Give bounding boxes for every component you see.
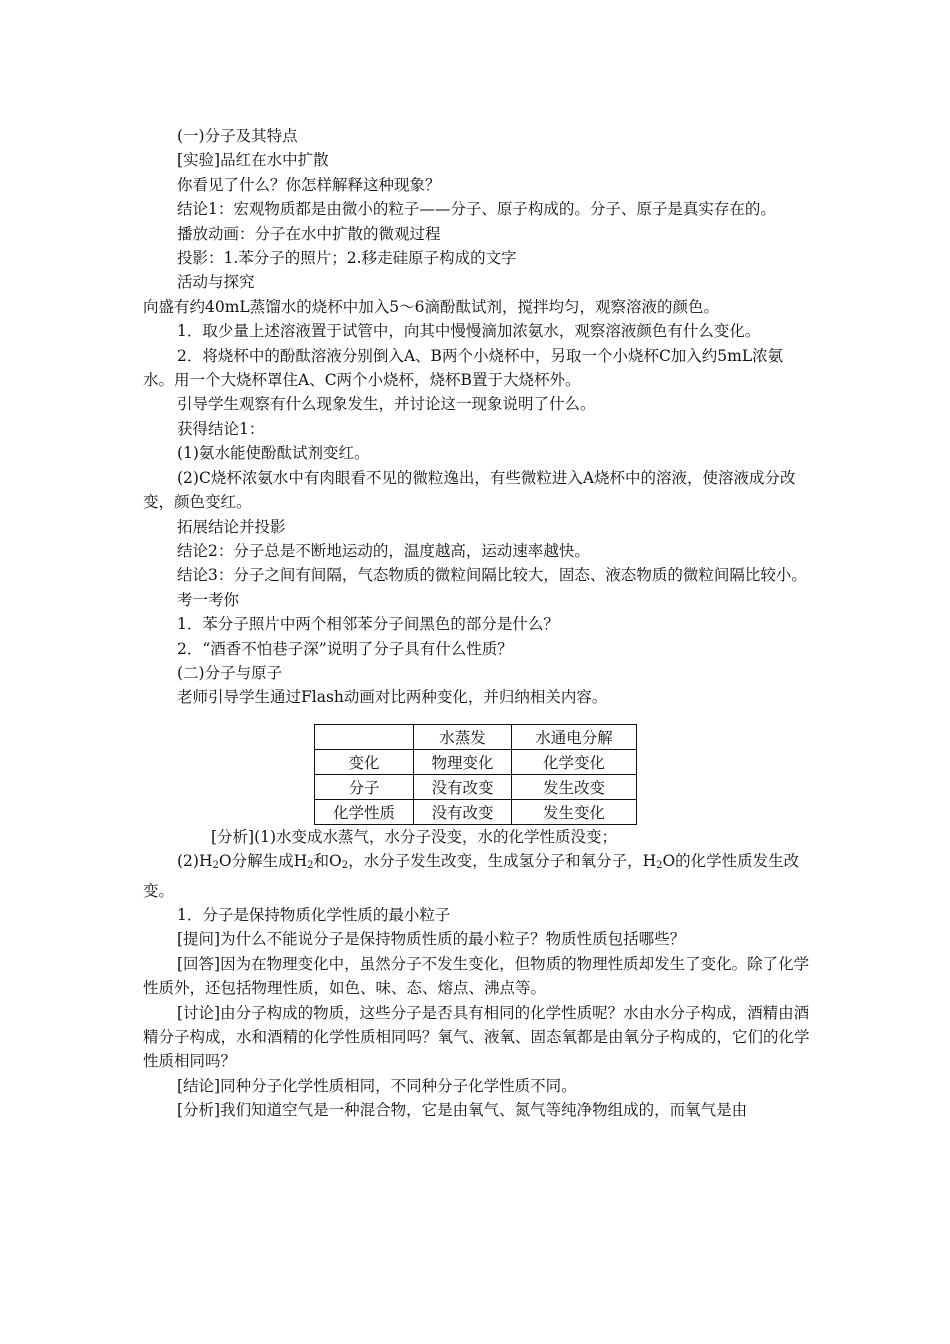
answer-paragraph: [回答]因为在物理变化中，虽然分子不发生变化，但物质的物理性质却发生了变化。除了化学性质外，还包括物理性质，如色、味、态、熔点、沸点等。 (143, 954, 810, 998)
quiz-question-2: 2．“酒香不怕巷子深”说明了分子具有什么性质？ (177, 639, 513, 658)
analysis-text: O的化学性质发生改变。 (143, 852, 800, 900)
guidance-paragraph: 引导学生观察有什么现象发生，并讨论这一现象说明了什么。 (177, 395, 596, 414)
comparison-table (314, 724, 637, 825)
table-row (315, 774, 637, 799)
table-cell: 没有改变 (414, 799, 512, 824)
analysis-paragraph-3: [分析]我们知道空气是一种混合物，它是由氧气、氮气等纯净物组成的，而氧气是由 (177, 1101, 748, 1120)
analysis-text: ，水分子发生改变，生成氢分子和氧分子，H (348, 852, 657, 871)
conclusion-2-paragraph: 结论2：分子总是不断地运动的，温度越高，运动速率越快。 (177, 541, 590, 560)
table-cell: 化学性质 (315, 799, 414, 824)
extend-conclusion-heading: 拓展结论并投影 (177, 517, 286, 536)
molecule-definition: 1．分子是保持物质化学性质的最小粒子 (177, 905, 451, 924)
table-header-row (315, 724, 637, 749)
subscript: 2 (212, 860, 219, 872)
table-cell: 发生变化 (512, 799, 637, 824)
subscript: 2 (656, 860, 663, 872)
table-cell: 发生改变 (512, 774, 637, 799)
question-paragraph-2: [提问]为什么不能说分子是保持物质性质的最小粒子？物质性质包括哪些？ (177, 930, 686, 949)
analysis-paragraph-2 (143, 849, 813, 903)
activity-heading: 活动与探究 (177, 273, 255, 292)
procedure-step-2: 2．将烧杯中的酚酞溶液分别倒入A、B两个小烧杯中，另取一个小烧杯C加入约5mL浓氨水。用一个大烧杯罩住A、C两个小烧杯，烧杯B置于大烧杯外。 (143, 346, 784, 390)
document-body (143, 124, 813, 1123)
analysis-text: (2)H (177, 852, 213, 871)
table-header-cell: 水蒸发 (414, 724, 512, 749)
table-cell: 物理变化 (414, 749, 512, 774)
procedure-paragraph: 向盛有约40mL蒸馏水的烧杯中加入5～6滴酚酞试剂，搅拌均匀，观察溶液的颜色。 (143, 297, 719, 316)
table-header-cell: 水通电分解 (512, 724, 637, 749)
table-row (315, 749, 637, 774)
quiz-heading: 考一考你 (177, 590, 240, 609)
subscript: 2 (341, 860, 349, 872)
table-row (315, 799, 637, 824)
discussion-paragraph: [讨论]由分子构成的物质，这些分子是否具有相同的化学性质呢？水由水分子构成，酒精由酒精分子构成，水和酒精的化学性质相同吗？氧气、液氧、固态氧都是由氧分子构成的，它们的化学性质相同吗？ (143, 1003, 810, 1071)
obtained-conclusion-2: (2)C烧杯浓氨水中有肉眼看不见的微粒逸出，有些微粒进入A烧杯中的溶液，使溶液成分改变，颜色变红。 (143, 468, 796, 512)
obtained-conclusion-heading: 获得结论1： (177, 419, 265, 438)
projection-note: 投影：1.苯分子的照片；2.移走硅原子构成的文字 (177, 249, 517, 268)
table-cell: 化学变化 (512, 749, 637, 774)
experiment-title: [实验]品红在水中扩散 (177, 151, 329, 170)
table-cell: 分子 (315, 774, 414, 799)
subscript: 2 (307, 860, 314, 872)
section-heading-molecules: (一)分子及其特点 (177, 127, 298, 145)
table-header-cell (315, 724, 414, 749)
analysis-text: O分解生成H (218, 852, 308, 871)
question-paragraph: 你看见了什么？你怎样解释这种现象？ (177, 175, 441, 194)
obtained-conclusion-1: (1)氨水能使酚酞试剂变红。 (177, 444, 370, 463)
conclusion-3-paragraph: 结论3：分子之间有间隔，气态物质的微粒间隔比较大，固态、液态物质的微粒间隔比较小。 (177, 566, 807, 585)
conclusion-paragraph: [结论]同种分子化学性质相同，不同种分子化学性质不同。 (177, 1076, 577, 1095)
procedure-step-1: 1．取少量上述溶液置于试管中，向其中慢慢滴加浓氨水，观察溶液颜色有什么变化。 (177, 322, 761, 341)
conclusion-1-paragraph: 结论1：宏观物质都是由微小的粒子——分子、原子构成的。分子、原子是真实存在的。 (177, 200, 776, 219)
table-cell: 没有改变 (414, 774, 512, 799)
quiz-question-1: 1．苯分子照片中两个相邻苯分子间黑色的部分是什么？ (177, 615, 559, 634)
section-heading-molecules-atoms: (二)分子与原子 (177, 663, 283, 682)
analysis-paragraph-1: [分析](1)水变成水蒸气，水分子没变，水的化学性质没变； (211, 827, 618, 846)
teacher-guidance-paragraph: 老师引导学生通过Flash动画对比两种变化，并归纳相关内容。 (177, 688, 608, 707)
analysis-text: 和O (313, 852, 342, 871)
comparison-table-wrapper (314, 724, 813, 825)
table-cell: 变化 (315, 749, 414, 774)
animation-note: 播放动画：分子在水中扩散的微观过程 (177, 224, 441, 243)
